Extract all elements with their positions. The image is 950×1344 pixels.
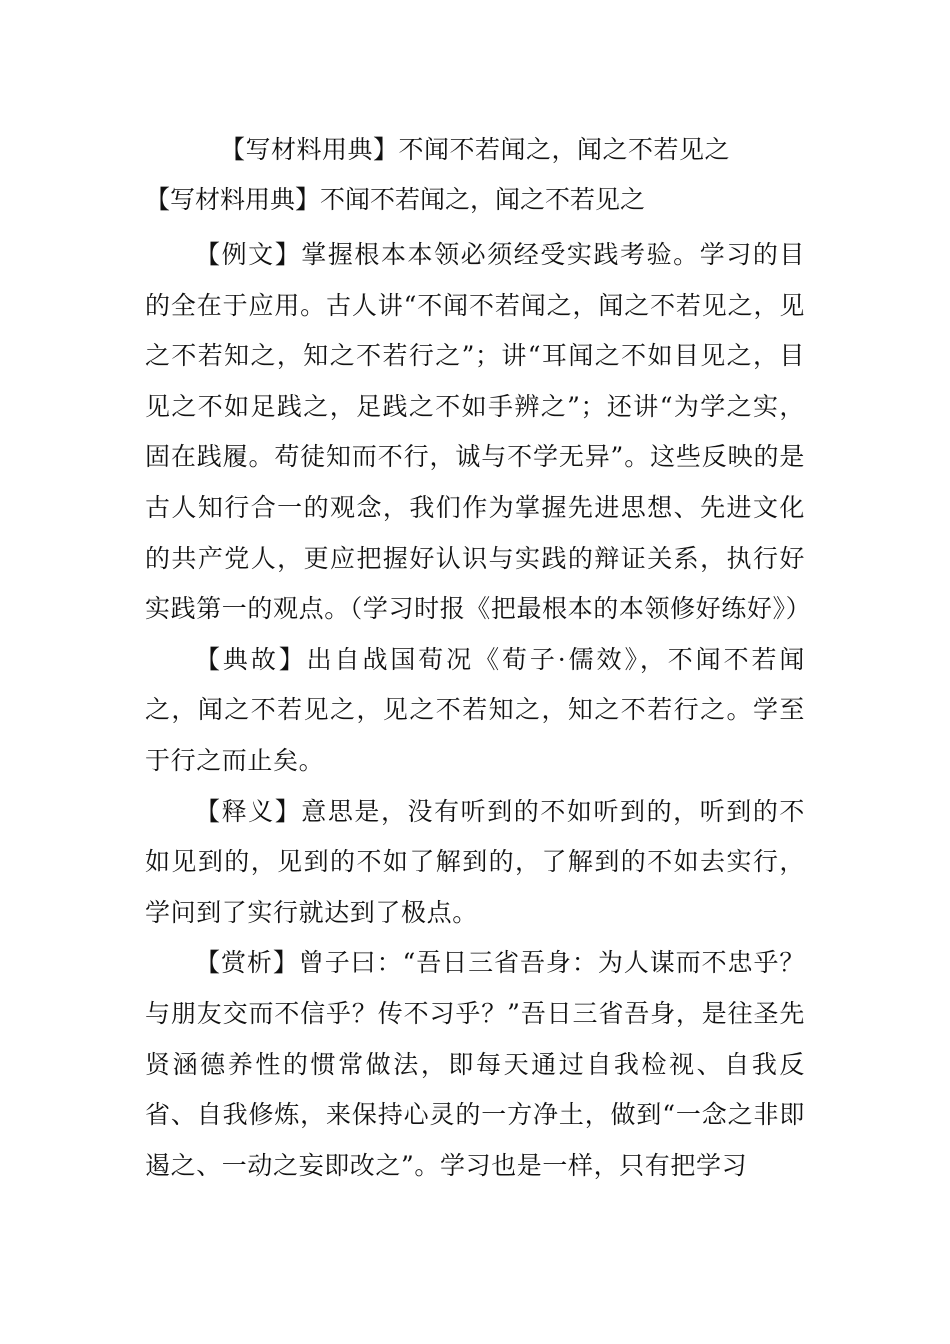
paragraph-example: 【例文】掌握根本本领必须经受实践考验。学习的目的全在于应用。古人讲“不闻不若闻之，闻之不若见之，见之不若知之，知之不若行之”；讲“耳闻之不如目见之，目见之不如足践之，足践之不如手辨之”；还讲“为学之实，固在践履。苟徒知而不行，诚与不学无异”。这些反映的是古人知行合一的观念，我们作为掌握先进思想、先进文化的共产党人，更应把握好认识与实践的辩证关系，执行好实践第一的观点。（学习时报《把最根本的本领修好练好》） [145,240,812,624]
document-title: 【写材料用典】不闻不若闻之，闻之不若见之 [219,135,730,164]
paragraph-meaning: 【释义】意思是，没有听到的不如听到的，听到的不如见到的，见到的不如了解到的，了解到的不如去实行，学问到了实行就达到了极点。 [145,796,805,927]
document-body [145,230,812,1191]
paragraph-appreciation: 【赏析】曾子曰：“吾日三省吾身：为人谋而不忠乎？与朋友交而不信乎？传不习乎？”吾日三省吾身，是往圣先贤涵德养性的惯常做法，即每天通过自我检视、自我反省、自我修炼，来保持心灵的一方净土，做到“一念之非即遏之、一动之妄即改之”。学习也是一样，只有把学习 [145,948,805,1180]
document-subtitle: 【写材料用典】不闻不若闻之，闻之不若见之 [145,185,646,214]
paragraph-allusion: 【典故】出自战国荀况《荀子·儒效》，不闻不若闻之，闻之不若见之，见之不若知之，知之不若行之。学至于行之而止矣。 [145,644,805,775]
